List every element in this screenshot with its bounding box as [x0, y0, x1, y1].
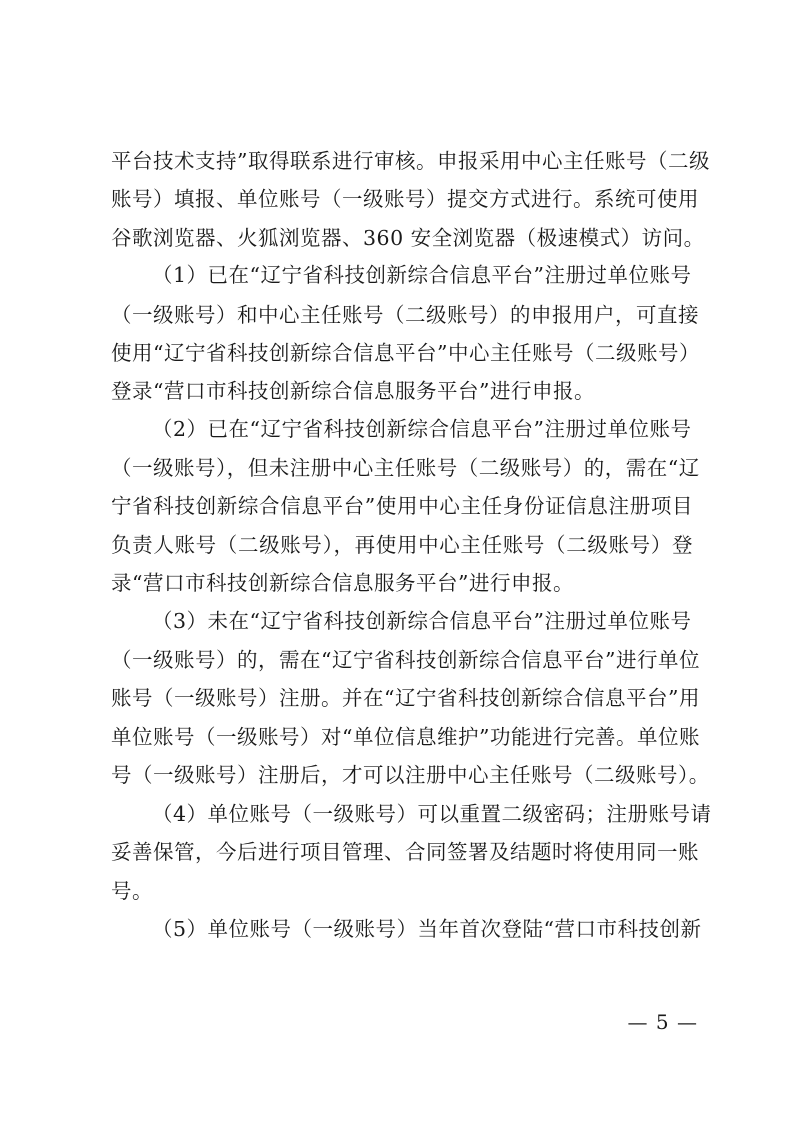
body-text-line: 使用“辽宁省科技创新综合信息平台”中心主任账号（二级账号）	[111, 341, 700, 365]
paragraph-4-start: （4）单位账号（一级账号）可以重置二级密码；注册账号请	[152, 802, 712, 826]
body-text-line: 宁省科技创新综合信息平台”使用中心主任身份证信息注册项目	[111, 494, 693, 518]
body-text-line: 妥善保管，今后进行项目管理、合同签署及结题时将使用同一账	[111, 840, 699, 864]
body-text-line: （一级账号）的，需在“辽宁省科技创新综合信息平台”进行单位	[111, 648, 700, 672]
body-text-line: 录“营口市科技创新综合信息服务平台”进行申报。	[111, 571, 574, 595]
body-text-line: 负责人账号（二级账号），再使用中心主任账号（二级账号）登	[111, 533, 693, 557]
paragraph-3-start: （3）未在“辽宁省科技创新综合信息平台”注册过单位账号	[152, 609, 692, 633]
body-text-line: 账号）填报、单位账号（一级账号）提交方式进行。系统可使用	[111, 187, 699, 211]
body-text-line: （一级账号）和中心主任账号（二级账号）的申报用户，可直接	[111, 303, 699, 327]
body-text-line: 谷歌浏览器、火狐浏览器、360 安全浏览器（极速模式）访问。	[111, 226, 705, 250]
body-text-line: 账号（一级账号）注册。并在“辽宁省科技创新综合信息平台”用	[111, 686, 700, 710]
body-text-line: 单位账号（一级账号）对“单位信息维护”功能进行完善。单位账	[111, 725, 700, 749]
body-text-line: 平台技术支持”取得联系进行审核。申报采用中心主任账号（二级	[111, 149, 710, 173]
paragraph-5-start: （5）单位账号（一级账号）当年首次登陆“营口市科技创新	[152, 917, 702, 941]
body-text-line: 号。	[111, 879, 153, 903]
body-text-line: 号（一级账号）注册后，才可以注册中心主任账号（二级账号）。	[111, 763, 710, 787]
paragraph-2-start: （2）已在“辽宁省科技创新综合信息平台”注册过单位账号	[152, 417, 692, 441]
body-text-line: （一级账号），但未注册中心主任账号（二级账号）的，需在“辽	[111, 456, 700, 480]
page-number: — 5 —	[627, 1010, 698, 1034]
body-text-line: 登录“营口市科技创新综合信息服务平台”进行申报。	[111, 379, 595, 403]
paragraph-1-start: （1）已在“辽宁省科技创新综合信息平台”注册过单位账号	[152, 263, 692, 287]
